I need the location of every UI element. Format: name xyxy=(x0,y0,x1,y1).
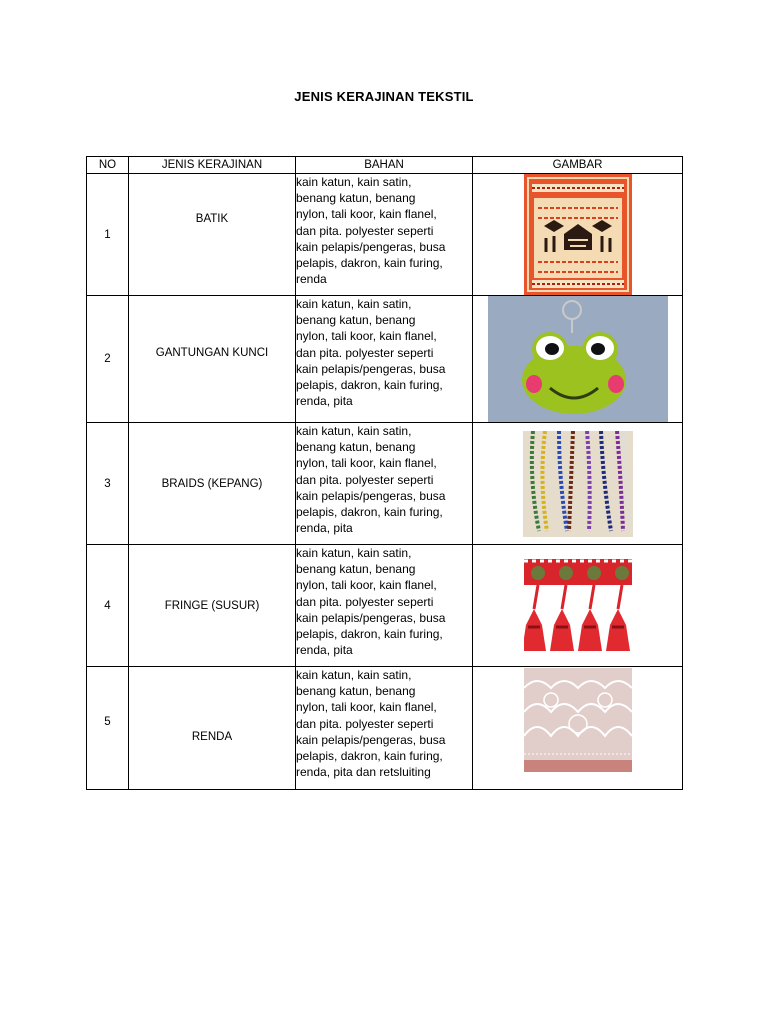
header-gambar: GAMBAR xyxy=(473,157,683,174)
craft-type-label: RENDA xyxy=(191,731,233,743)
header-jenis: JENIS KERAJINAN xyxy=(129,157,296,174)
craft-type xyxy=(129,667,296,790)
craft-type-label: GANTUNGAN KUNCI xyxy=(155,347,269,359)
materials-text: kain katun, kain satin, benang katun, benang nylon, tali koor, kain flanel, dan pita. polyester seperti kain pelapis/pengeras, busa pelapis, dakron, kain furing, renda, pita xyxy=(296,297,446,409)
table-row xyxy=(87,174,683,296)
materials xyxy=(296,667,473,790)
batik-fabric-image xyxy=(524,174,632,295)
image-cell xyxy=(473,545,683,667)
image-cell xyxy=(473,174,683,296)
row-number: 3 xyxy=(87,423,129,545)
row-number: 1 xyxy=(87,174,129,296)
materials xyxy=(296,296,473,423)
table-header-row xyxy=(87,157,683,174)
materials-text: kain katun, kain satin, benang katun, benang nylon, tali koor, kain flanel, dan pita. polyester seperti kain pelapis/pengeras, busa pelapis, dakron, kain furing, renda xyxy=(296,175,446,287)
materials-text: kain katun, kain satin, benang katun, benang nylon, tali koor, kain flanel, dan pita. polyester seperti kain pelapis/pengeras, busa pelapis, dakron, kain furing, renda, pita dan retsluiting xyxy=(296,668,446,780)
table-row xyxy=(87,423,683,545)
header-bahan: BAHAN xyxy=(296,157,473,174)
braids-image xyxy=(523,431,633,537)
materials-text: kain katun, kain satin, benang katun, benang nylon, tali koor, kain flanel, dan pita. polyester seperti kain pelapis/pengeras, busa pelapis, dakron, kain furing, renda, pita xyxy=(296,546,446,658)
frog-keychain-image xyxy=(488,296,668,422)
craft-type xyxy=(129,423,296,545)
materials-text: kain katun, kain satin, benang katun, benang nylon, tali koor, kain flanel, dan pita. polyester seperti kain pelapis/pengeras, busa pelapis, dakron, kain furing, renda, pita xyxy=(296,424,446,536)
craft-type xyxy=(129,545,296,667)
craft-table xyxy=(86,156,683,790)
materials xyxy=(296,423,473,545)
craft-type-label: BRAIDS (KEPANG) xyxy=(161,477,263,490)
materials xyxy=(296,545,473,667)
image-cell xyxy=(473,296,683,423)
craft-type xyxy=(129,296,296,423)
table-row xyxy=(87,545,683,667)
table-row xyxy=(87,296,683,423)
image-cell xyxy=(473,423,683,545)
craft-type-label: FRINGE (SUSUR) xyxy=(164,599,260,612)
lace-image xyxy=(524,668,632,772)
craft-type xyxy=(129,174,296,296)
materials xyxy=(296,174,473,296)
image-cell xyxy=(473,667,683,790)
row-number: 4 xyxy=(87,545,129,667)
row-number-label: 5 xyxy=(104,716,111,728)
table-row xyxy=(87,667,683,790)
row-number: 2 xyxy=(87,296,129,423)
craft-type-label: BATIK xyxy=(195,212,229,225)
row-number xyxy=(87,667,129,790)
page-title: JENIS KERAJINAN TEKSTIL xyxy=(294,89,474,104)
fringe-tassel-image xyxy=(524,555,632,657)
header-no: NO xyxy=(87,157,129,174)
